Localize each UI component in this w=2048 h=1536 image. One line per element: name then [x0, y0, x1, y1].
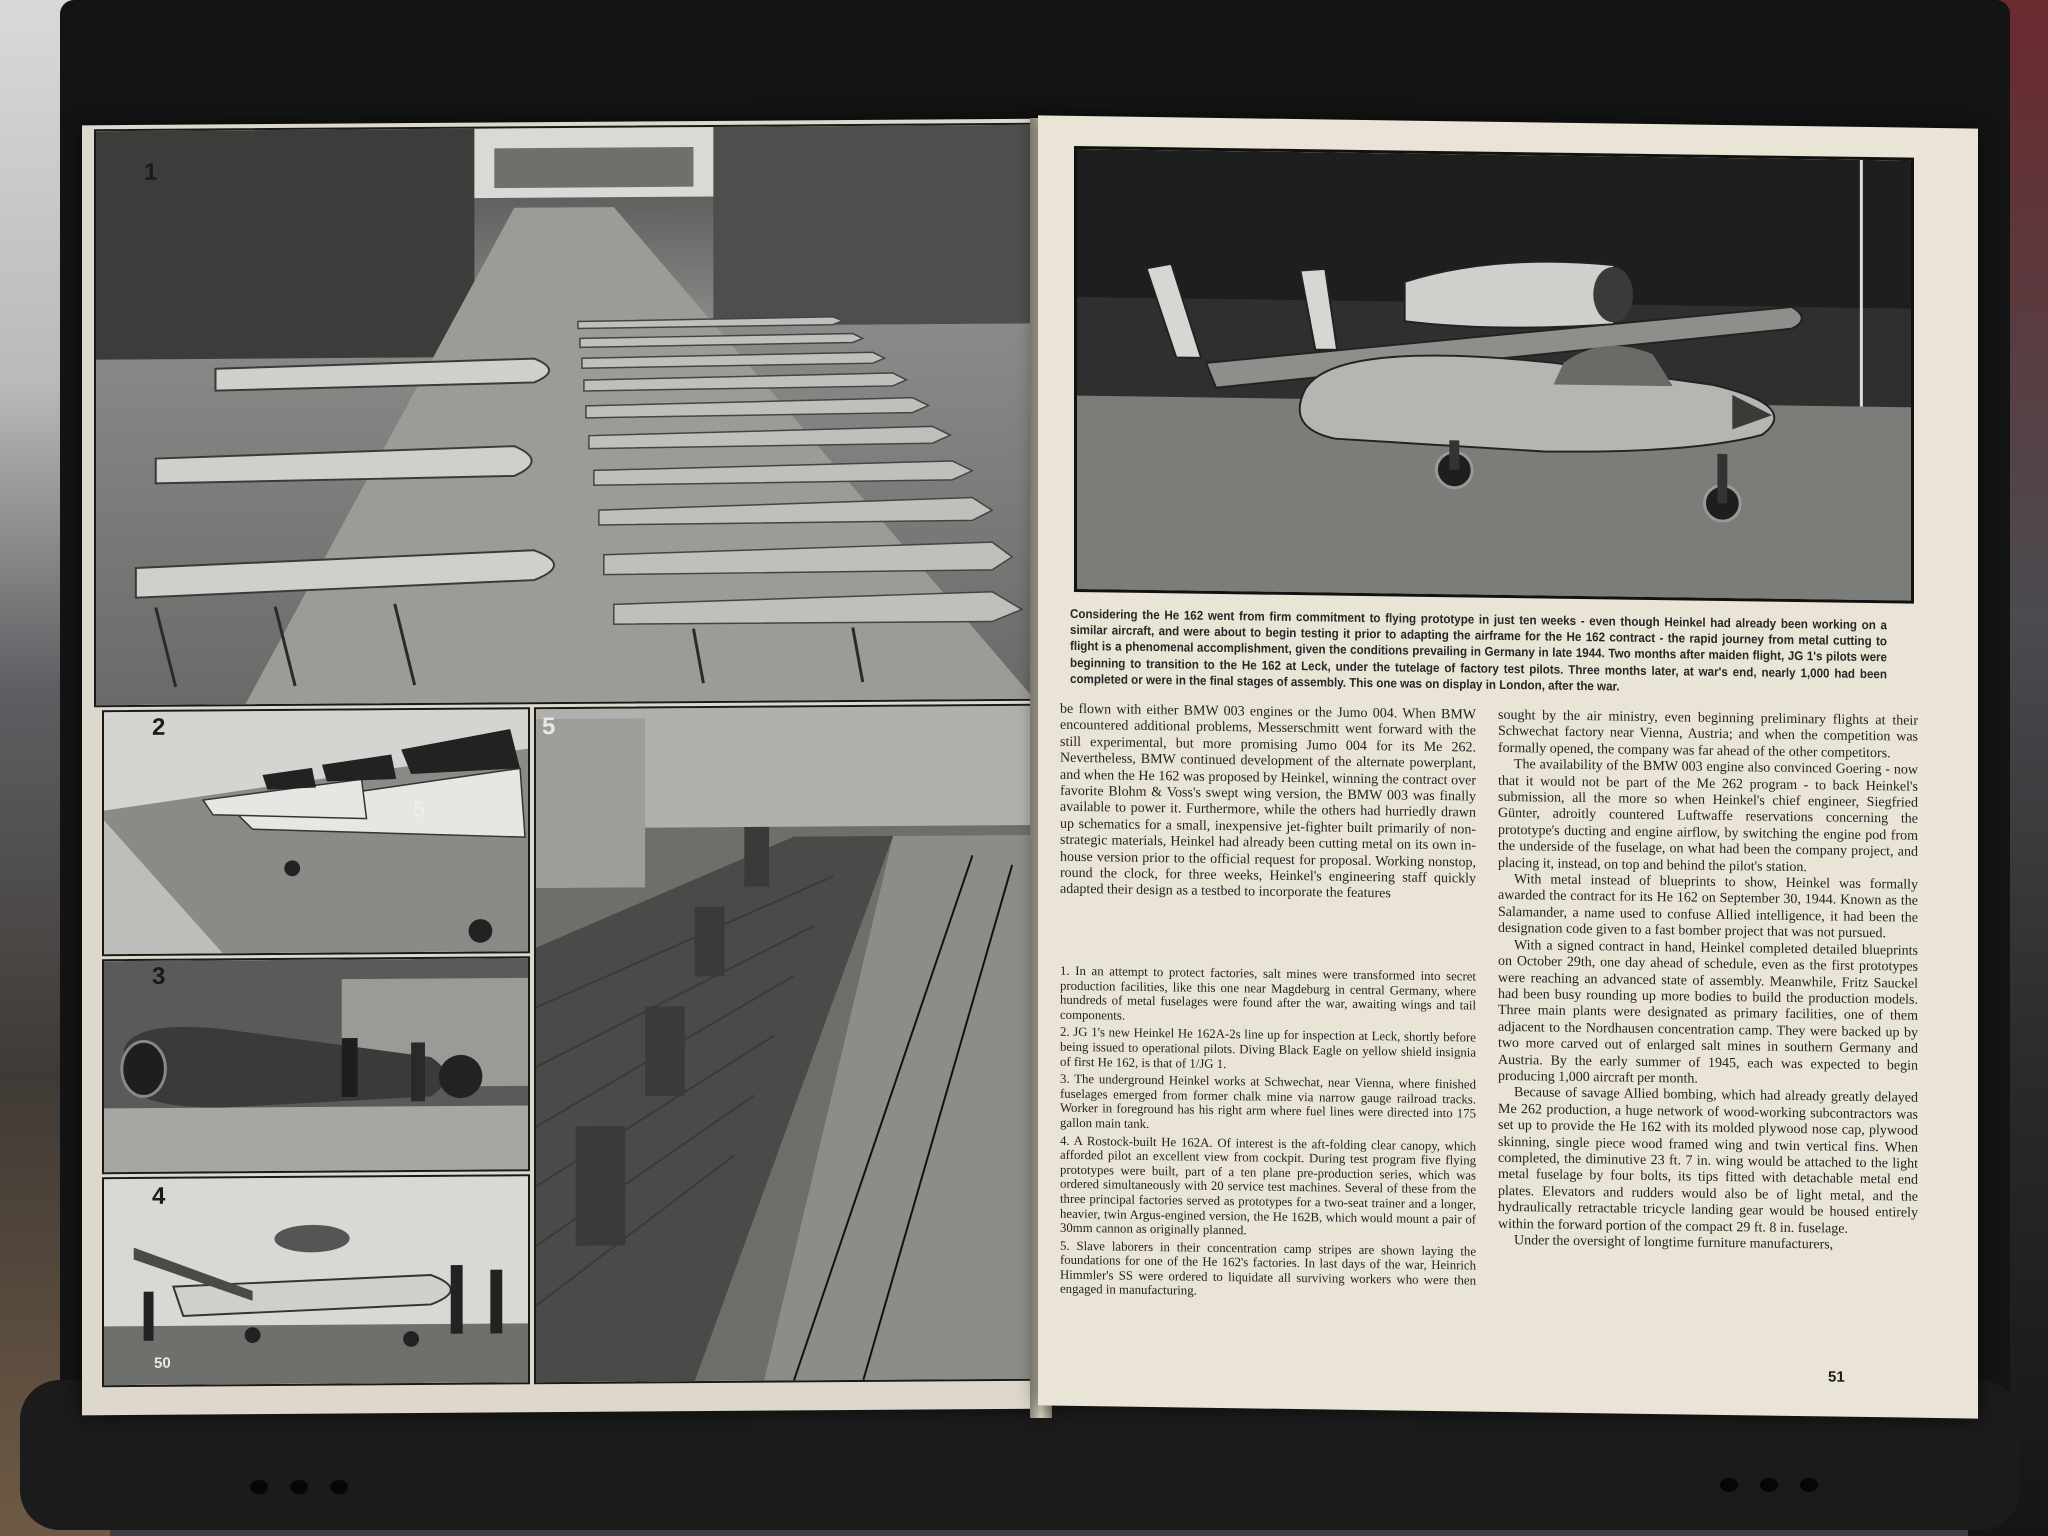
- stand-hole: [1760, 1478, 1778, 1492]
- photo-1-salt-mine-factory: [94, 123, 1036, 708]
- stand-hole: [290, 1480, 308, 1494]
- photo-number-2: 2: [152, 713, 166, 741]
- svg-text:5: 5: [413, 796, 426, 822]
- photo-number-5: 5: [542, 713, 556, 741]
- article-column-left: [1060, 702, 1476, 905]
- photo-he162-on-display-london: [1074, 146, 1914, 604]
- stand-hole: [1720, 1478, 1738, 1492]
- article-column-right: [1498, 708, 1918, 1255]
- article-paragraph: With metal instead of blueprints to show, Heinkel was formally awarded the contract for its He 162 on September 30, 1944. Known as the Salamander, a name used to confuse Allied intelligence, it had been the designation code given to a fast bomber project that was not pursued.: [1498, 872, 1918, 942]
- article-paragraph: be flown with either BMW 003 engines or the Jumo 004. When BMW encountered additional problems, Messerschmitt went forward with the still experimental, but more promising Jumo 004 for its Me 262. Nevertheless, BMW continued development of the alternate powerplant, and when the He 162 was proposed by Heinkel, winning the contract over favorite Blohm & Voss's swept wing version, the BMW 003 was finally available to power it. Furthermore, while the others had hurriedly drawn up schematics for a small, inexpensive jet-fighter built primarily of non-strategic materials, Heinkel had already been cutting metal on its own in-house version prior to the official request for proposal. Working nonstop, round the clock, for three weeks, Heinkel's engineering staff quickly adapted their design as a testbed to incorporate the features: [1060, 701, 1476, 902]
- photo-caption-2: 2. JG 1's new Heinkel He 162A-2s line up for inspection at Leck, shortly before being issued to operational pilots. Diving Black Eagle on yellow shield insignia of first He 162, is that of 1/JG 1.: [1060, 1025, 1476, 1071]
- photo-caption-4: 4. A Rostock-built He 162A. Of interest is the aft-folding clear canopy, which afforded pilot an excellent view from cockpit. During test program five flying prototypes were built, part of a ten plane pre-production series, which was ordered simultaneously with 20 service test machines. Several of these from the three principal factories served as prototypes for a two-seat trainer and a longer, heavier, twin Argus-engined version, the He 162B, which would mount a pair of 30mm cannon as originally planned.: [1060, 1133, 1476, 1238]
- right-page-number: 51: [1828, 1368, 1845, 1386]
- article-paragraph: Under the oversight of longtime furniture manufacturers,: [1514, 1233, 1834, 1253]
- photo-caption-1: 1. In an attempt to protect factories, salt mines were transformed into secret production facilities, like this one near Magdeburg in central Germany, where hundreds of metal fuselages were found after the war, awaiting wings and tail components.: [1060, 963, 1476, 1023]
- photo-3-underground-works: [102, 956, 530, 1174]
- photo-4-rostock-he162: [102, 1174, 530, 1387]
- photo-caption-5: 5. Slave laborers in their concentration camp stripes are shown laying the foundations for one of the He 162's factories. In last days of the war, Heinrich Himmler's SS were ordered to liquidate all surviving workers who were then engaged in manufacturing.: [1060, 1238, 1476, 1299]
- stand-hole: [330, 1480, 348, 1494]
- article-paragraph: sought by the air ministry, even beginning preliminary flights at their Schwechat factory near Vienna, Austria; and when the competition was formally opened, the company was far ahead of the other competitors.: [1498, 707, 1918, 762]
- photo-caption-3: 3. The underground Heinkel works at Schwechat, near Vienna, where finished fuselages emerged from former chalk mine via narrow gauge railroad tracks. Worker in foreground has his right arm where fuel lines were directed into 175 gallon main tank.: [1060, 1071, 1476, 1131]
- stand-hole: [1800, 1478, 1818, 1492]
- photo-number-3: 3: [152, 962, 166, 990]
- left-page-number: 50: [154, 1354, 171, 1372]
- photo-number-4: 4: [152, 1182, 166, 1210]
- left-page: [82, 119, 1047, 1416]
- photo-2-aircraft-lineup: [102, 707, 530, 956]
- stand-hole: [250, 1480, 268, 1494]
- photo-captions-block: [1060, 964, 1476, 1306]
- right-page: [1038, 115, 1978, 1418]
- photo-number-1: 1: [144, 158, 158, 186]
- article-paragraph: With a signed contract in hand, Heinkel completed detailed blueprints on October 29th, one day ahead of schedule, even as the first prototypes were reaching an advanced state of assembly. Meanwhile, Fritz Sauckel had been busy rounding up more bodies to build the production models. Three main plants were designated as primary facilities, one of them adjacent to the Nordhausen concentration camp. They were backed up by two more carved out of enlarged salt mines in southern Germany and Austria. By the early summer of 1945, each was expected to begin producing 1,000 aircraft per month.: [1498, 937, 1918, 1087]
- main-photo-caption: Considering the He 162 went from firm commitment to flying prototype in just ten weeks - even though Heinkel had already been working on a similar aircraft, and were about to begin testing it prior to adapting the airframe for the He 162 contract - the rapid journey from metal cutting to flight is a phenomenal accomplishment, given the conditions prevailing in Germany in late 1944. Two months after maiden flight, JG 1's pilots were beginning to transition to the He 162 at Leck, under the tutelage of factory test pilots. Three months later, at war's end, nearly 1,000 had been completed or were in the final stages of assembly. This one was on display in London, after the war.: [1070, 606, 1887, 694]
- photo-5-slave-laborers: [534, 704, 1036, 1385]
- article-paragraph: Because of savage Allied bombing, which had already greatly delayed Me 262 production, a huge network of wood-working subcontractors was set up to provide the He 162 with its molded plywood nose cap, plywood skinning, single piece wood framed wing and twin vertical fins. When completed, the diminutive 23 ft. 7 in. wing would be attached to the light metal fuselage by four bolts, its tips fitted with detachable metal end plates. Elevators and rudders would also be of light metal, and the hydraulically retractable tricycle landing gear would be housed entirely within the forward portion of the compact 29 ft. 8 in. fuselage.: [1498, 1085, 1918, 1237]
- article-paragraph: The availability of the BMW 003 engine also convinced Goering - now that it would not be part of the Me 262 program - to back Heinkel's submission, all the more so when Heinkel's chief engineer, Siegfried Günter, adroitly countered Luftwaffe reservations concerning the prototype's ducting and engine airflow, by switching the engine pod from the underside of the fuselage, on what had been the company project, and placing it, instead, on top and behind the pilot's station.: [1498, 757, 1918, 875]
